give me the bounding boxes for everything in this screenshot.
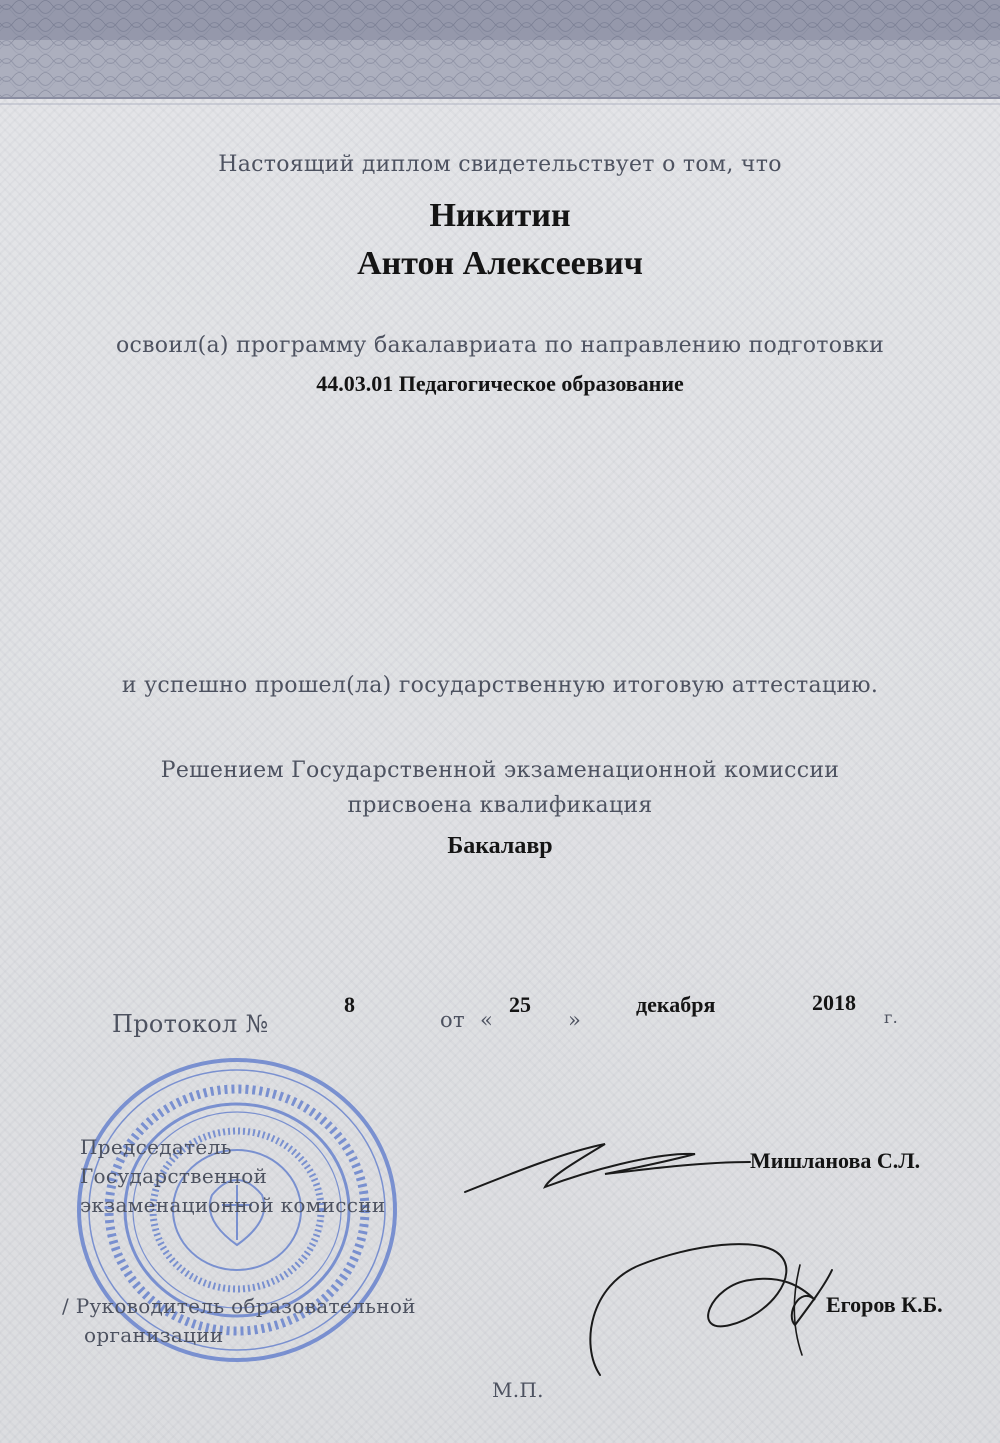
quote-open: «: [480, 1008, 494, 1032]
quote-close: »: [568, 1008, 582, 1032]
graduate-given-names: Антон Алексеевич: [357, 245, 643, 282]
program-intro-text: освоил(а) программу бакалавриата по направлению подготовки: [115, 333, 885, 358]
qualification: Бакалавр: [447, 833, 553, 859]
chair-label-line2: Государственной: [80, 1164, 268, 1188]
chair-signature-icon: [455, 1132, 755, 1212]
head-signature-icon: [570, 1225, 840, 1385]
protocol-from-label: от: [440, 1008, 465, 1032]
head-label: [62, 1292, 416, 1350]
protocol-number: 8: [344, 992, 355, 1017]
protocol-year: 2018: [812, 990, 856, 1015]
protocol-month: декабря: [636, 992, 716, 1017]
graduate-surname: Никитин: [429, 197, 571, 234]
chair-name: Мишланова С.Л.: [750, 1148, 921, 1173]
seal-place-label: М.П.: [492, 1378, 544, 1402]
head-label-line1: / Руководитель образовательной: [62, 1294, 416, 1318]
guilloche-border-pattern: [0, 0, 1000, 112]
protocol-label: Протокол №: [112, 1010, 269, 1038]
decision-text-line2: присвоена квалификация: [347, 793, 653, 818]
attestation-text: и успешно прошел(ла) государственную итоговую аттестацию.: [121, 673, 879, 698]
decision-text-line1: Решением Государственной экзаменационной комиссии: [160, 758, 840, 783]
head-name: Егоров К.Б.: [826, 1292, 943, 1317]
chair-label-line1: Председатель: [80, 1135, 232, 1159]
program-name: 44.03.01 Педагогическое образование: [316, 371, 684, 396]
chair-label-line3: экзаменационной комиссии: [80, 1193, 386, 1217]
protocol-day: 25: [509, 992, 531, 1017]
intro-text: Настоящий диплом свидетельствует о том, что: [218, 152, 782, 177]
chair-label: [80, 1133, 386, 1220]
head-label-line2: организации: [84, 1323, 224, 1347]
year-suffix: г.: [884, 1008, 899, 1027]
